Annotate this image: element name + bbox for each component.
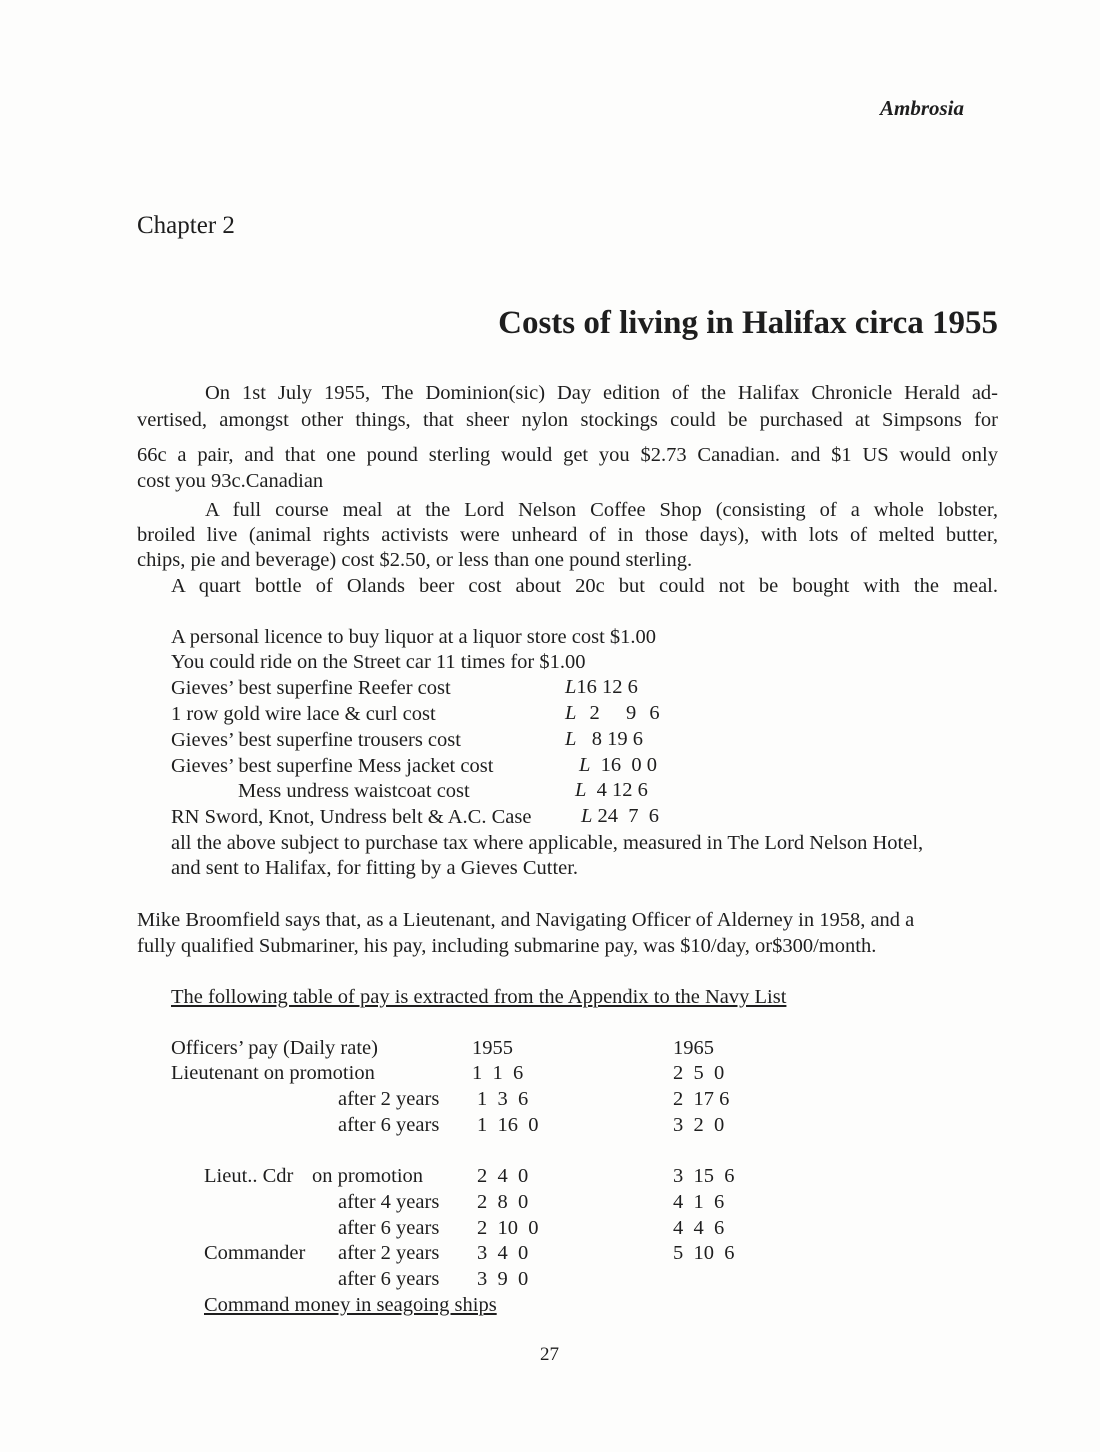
table-cell-1965: 2 17 6 [673,1088,730,1110]
table-sub: after 6 years [338,1114,440,1136]
page-title: Costs of living in Halifax circa 1955 [498,305,998,341]
table-cell-1965: 3 2 0 [673,1114,725,1136]
table-cell-1955: 1 1 6 [472,1062,524,1084]
cost-item: Gieves’ best superfine Mess jacket cost [171,755,494,777]
text-line: A full course meal at the Lord Nelson Coffee Shop (consisting of a whole lobster, [205,499,998,521]
paragraph-3: A quart bottle of Olands beer cost about 20c but could not be bought with the meal. [171,575,998,597]
text-line: cost you 93c.Canadian [137,470,324,492]
cost-amount: L 2 9 6 [565,702,660,724]
text-line: 66c a pair, and that one pound sterling would get you $2.73 Canadian. and $1 US would only [137,444,998,466]
table-sub: after 2 years [338,1242,440,1264]
table-cell-1965: 2 5 0 [673,1062,725,1084]
broomfield-line: fully qualified Submariner, his pay, including submarine pay, was $10/day, or$300/month. [137,935,877,957]
table-rank: Lieutenant on promotion [171,1062,375,1084]
table-cell-1965: 4 4 6 [673,1217,725,1239]
running-head: Ambrosia [880,96,965,120]
table-cell-1965: 4 1 6 [673,1191,725,1213]
tax-note-line: and sent to Halifax, for fitting by a Gieves Cutter. [171,857,579,879]
chapter-label: Chapter 2 [137,212,235,239]
table-cell-1955: 1 3 6 [477,1088,529,1110]
broomfield-line: Mike Broomfield says that, as a Lieutenant, and Navigating Officer of Alderney in 1958, and a [137,909,915,931]
table-caption: The following table of pay is extracted from the Appendix to the Navy List [171,986,787,1008]
table-header-1955: 1955 [472,1037,513,1059]
table-sub: after 4 years [338,1191,440,1213]
command-money-heading: Command money in seagoing ships [204,1294,497,1316]
text-line: vertised, amongst other things, that sheer nylon stockings could be purchased at Simpsons for [137,409,998,431]
cost-item: RN Sword, Knot, Undress belt & A.C. Case [171,806,532,828]
cost-amount: L16 12 6 [565,676,638,698]
table-cell-1965: 3 15 6 [673,1165,735,1187]
table-cell-1955: 3 4 0 [477,1242,529,1264]
cost-item: Gieves’ best superfine Reefer cost [171,677,451,699]
table-header-1965: 1965 [673,1037,714,1059]
table-cell-1965: 5 10 6 [673,1242,735,1264]
table-cell-1955: 3 9 0 [477,1268,529,1290]
table-sub: after 2 years [338,1088,440,1110]
table-cell-1955: 1 16 0 [477,1114,539,1136]
text-line: chips, pie and beverage) cost $2.50, or less than one pound sterling. [137,549,693,571]
cost-item: 1 row gold wire lace & curl cost [171,703,436,725]
table-cell-1955: 2 10 0 [477,1217,539,1239]
cost-item: A personal licence to buy liquor at a liquor store cost $1.00 [171,626,657,648]
text-line: broiled live (animal rights activists were unheard of in those days), with lots of melted butter, [137,524,998,546]
table-header-label: Officers’ pay (Daily rate) [171,1037,378,1059]
text-line: On 1st July 1955, The Dominion(sic) Day edition of the Halifax Chronicle Herald ad- [205,382,998,404]
table-rank: Lieut.. Cdr [204,1165,294,1187]
table-sub: after 6 years [338,1268,440,1290]
cost-amount: L 4 12 6 [575,779,648,801]
table-sub: after 6 years [338,1217,440,1239]
table-cell-1955: 2 4 0 [477,1165,529,1187]
cost-item: You could ride on the Street car 11 times for $1.00 [171,651,586,673]
table-cell-1955: 2 8 0 [477,1191,529,1213]
cost-item: Mess undress waistcoat cost [238,780,470,802]
tax-note-line: all the above subject to purchase tax where applicable, measured in The Lord Nelson Hotel, [171,832,924,854]
cost-amount: L 16 0 0 [579,754,658,776]
cost-amount: L 24 7 6 [581,805,660,827]
cost-item: Gieves’ best superfine trousers cost [171,729,461,751]
cost-amount: L 8 19 6 [565,728,644,750]
table-rank: Commander [204,1242,306,1264]
table-sub: on promotion [312,1165,424,1187]
page-number: 27 [540,1344,559,1365]
